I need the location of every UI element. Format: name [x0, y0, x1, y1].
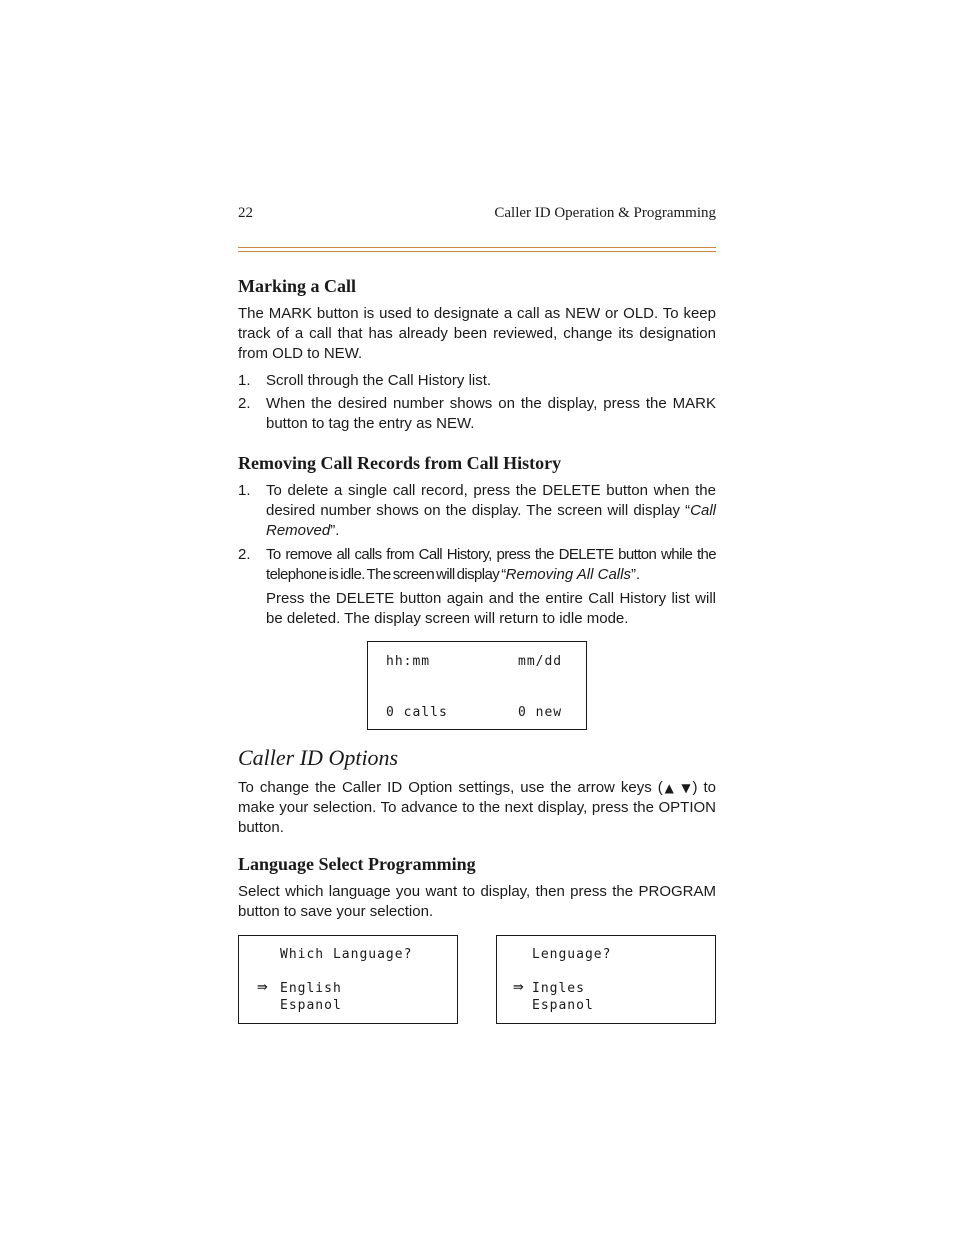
step-text: To remove all calls from Call History, press the DELETE button while the telephone is idle. The screen will display “: [266, 546, 716, 583]
lcd-time: hh:mm: [386, 654, 431, 669]
marking-intro: The MARK button is used to designate a call as NEW or OLD. To keep track of a call that has already been reviewed, change its designation from OLD to NEW.: [238, 305, 716, 362]
lcd-calls-count: 0 calls: [386, 705, 448, 720]
step-text: When the desired number shows on the display, press the MARK button to tag the entry as NEW.: [266, 395, 716, 432]
language-display-english: [238, 935, 458, 1024]
heading-caller-id-options: Caller ID Options: [238, 745, 399, 770]
language-display-spanish: [496, 935, 716, 1024]
step-text: Scroll through the Call History list.: [266, 372, 492, 389]
options-intro-start: To change the Caller ID Option settings, use the arrow keys (: [238, 779, 663, 796]
lcd-option: Espanol: [280, 998, 342, 1013]
list-item: [238, 545, 716, 585]
header-rule-bottom: [238, 251, 716, 252]
lcd-new-count: 0 new: [518, 705, 563, 720]
display-message-removing-all-calls: Removing All Calls: [505, 566, 631, 583]
heading-marking-a-call: Marking a Call: [238, 276, 357, 296]
lcd-option-selected: Ingles: [532, 981, 585, 996]
selection-pointer-icon: ⇛: [513, 980, 524, 995]
idle-display-screen: [367, 641, 587, 730]
lcd-option: Espanol: [532, 998, 594, 1013]
heading-language-select: Language Select Programming: [238, 854, 476, 874]
options-intro: [238, 778, 716, 838]
display-message-call-removed: Call Removed: [266, 502, 716, 539]
page-content: [238, 274, 716, 1025]
step-text-end: ”.: [630, 566, 641, 583]
list-item: [238, 394, 716, 434]
selection-pointer-icon: ⇛: [257, 980, 268, 995]
marking-steps: [238, 371, 716, 434]
running-head: Caller ID Operation & Programming: [494, 205, 716, 221]
lcd-date: mm/dd: [518, 654, 563, 669]
header-rule-top: [238, 247, 716, 248]
arrow-keys-icon: ▲ ▼: [662, 781, 693, 795]
page-number: 22: [238, 205, 253, 221]
step-text: To delete a single call record, press the DELETE button when the desired number shows on the display. The screen will display “: [266, 482, 716, 519]
heading-removing-call-records: Removing Call Records from Call History: [238, 453, 562, 473]
step-text-end: ”.: [330, 522, 340, 539]
list-item: [238, 481, 716, 541]
step-number: 1.: [238, 372, 251, 389]
step-number: 1.: [238, 482, 251, 499]
list-item: [238, 371, 716, 391]
lcd-option-selected: English: [280, 981, 342, 996]
lcd-title: Lenguage?: [532, 947, 612, 962]
lcd-title: Which Language?: [280, 947, 413, 962]
step-number: 2.: [238, 395, 251, 412]
step-number: 2.: [238, 546, 251, 563]
removing-follow-up: Press the DELETE button again and the entire Call History list will be deleted. The display screen will return to idle mode.: [266, 590, 716, 627]
removing-steps: [238, 481, 716, 585]
options-intro-end: ) to make your selection. To advance to the next display, press the OPTION button.: [238, 779, 716, 836]
language-intro: Select which language you want to display, then press the PROGRAM button to save your selection.: [238, 883, 716, 920]
